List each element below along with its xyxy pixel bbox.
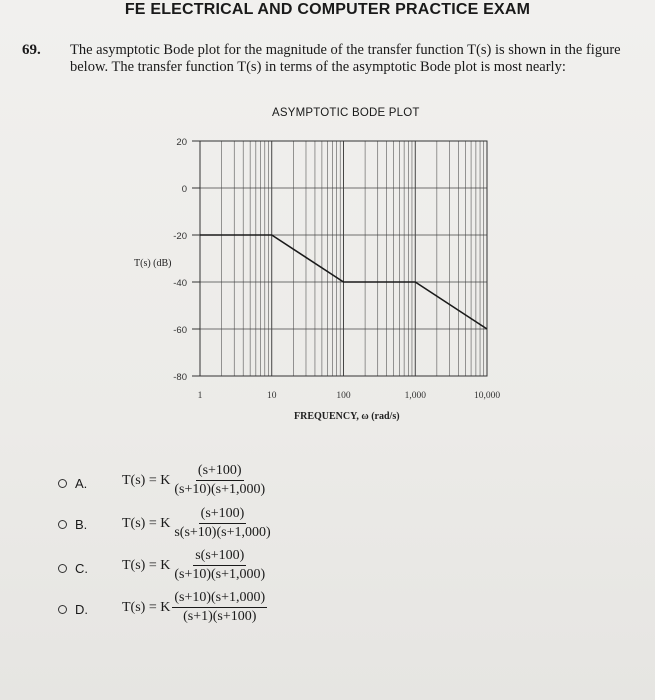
x-tick-label: 10,000 (473, 391, 501, 401)
formula-denominator: (s+1)(s+100) (183, 609, 257, 624)
formula-numerator: (s+10)(s+1,000) (172, 590, 267, 608)
option-d[interactable] (58, 602, 125, 617)
formula-lhs: T(s) = K (122, 599, 171, 615)
radio-icon[interactable] (58, 520, 67, 529)
radio-icon[interactable] (58, 564, 67, 573)
formula-b (122, 506, 273, 541)
exam-title: FE ELECTRICAL AND COMPUTER PRACTICE EXAM (124, 1, 531, 18)
option-c[interactable] (58, 561, 125, 576)
x-tick-label: 100 (336, 391, 351, 401)
option-letter: A. (75, 476, 88, 491)
x-axis-label: FREQUENCY, ω (rad/s) (294, 411, 400, 422)
formula-numerator: s(s+100) (193, 548, 246, 566)
y-tick-label: 20 (176, 137, 187, 148)
formula-denominator: (s+10)(s+1,000) (174, 482, 266, 497)
formula-lhs: T(s) = K (122, 472, 171, 488)
option-letter: C. (75, 561, 88, 576)
option-letter: D. (75, 602, 88, 617)
question-number: 69. (22, 42, 41, 58)
x-tick-label: 1 (197, 391, 203, 401)
formula-a (122, 463, 267, 498)
formula-lhs: T(s) = K (122, 515, 171, 531)
formula-d (122, 590, 267, 625)
y-tick-label: 0 (181, 184, 187, 195)
option-a[interactable] (58, 476, 125, 491)
radio-icon[interactable] (58, 479, 67, 488)
y-axis-label: T(s) (dB) (134, 258, 172, 269)
formula-numerator: (s+100) (196, 463, 244, 481)
formula-denominator: (s+10)(s+1,000) (174, 567, 266, 582)
option-letter: B. (75, 517, 88, 532)
formula-lhs: T(s) = K (122, 557, 171, 573)
y-tick-label: -60 (173, 325, 187, 336)
chart-title: ASYMPTOTIC BODE PLOT (272, 107, 420, 119)
y-tick-label: -40 (173, 278, 187, 289)
x-tick-label: 10 (267, 391, 277, 401)
question-text: The asymptotic Bode plot for the magnitude of the transfer function T(s) is shown in the figure below. The transfer function T(s) in terms of the asymptotic Bode plot is most nearly: (70, 42, 621, 75)
y-tick-label: -20 (173, 231, 187, 242)
formula-numerator: (s+100) (199, 506, 247, 524)
radio-icon[interactable] (58, 605, 67, 614)
formula-denominator: s(s+10)(s+1,000) (174, 525, 271, 540)
x-tick-label: 1,000 (404, 391, 426, 401)
y-tick-label: -80 (173, 372, 187, 383)
option-b[interactable] (58, 517, 125, 532)
formula-c (122, 548, 267, 583)
